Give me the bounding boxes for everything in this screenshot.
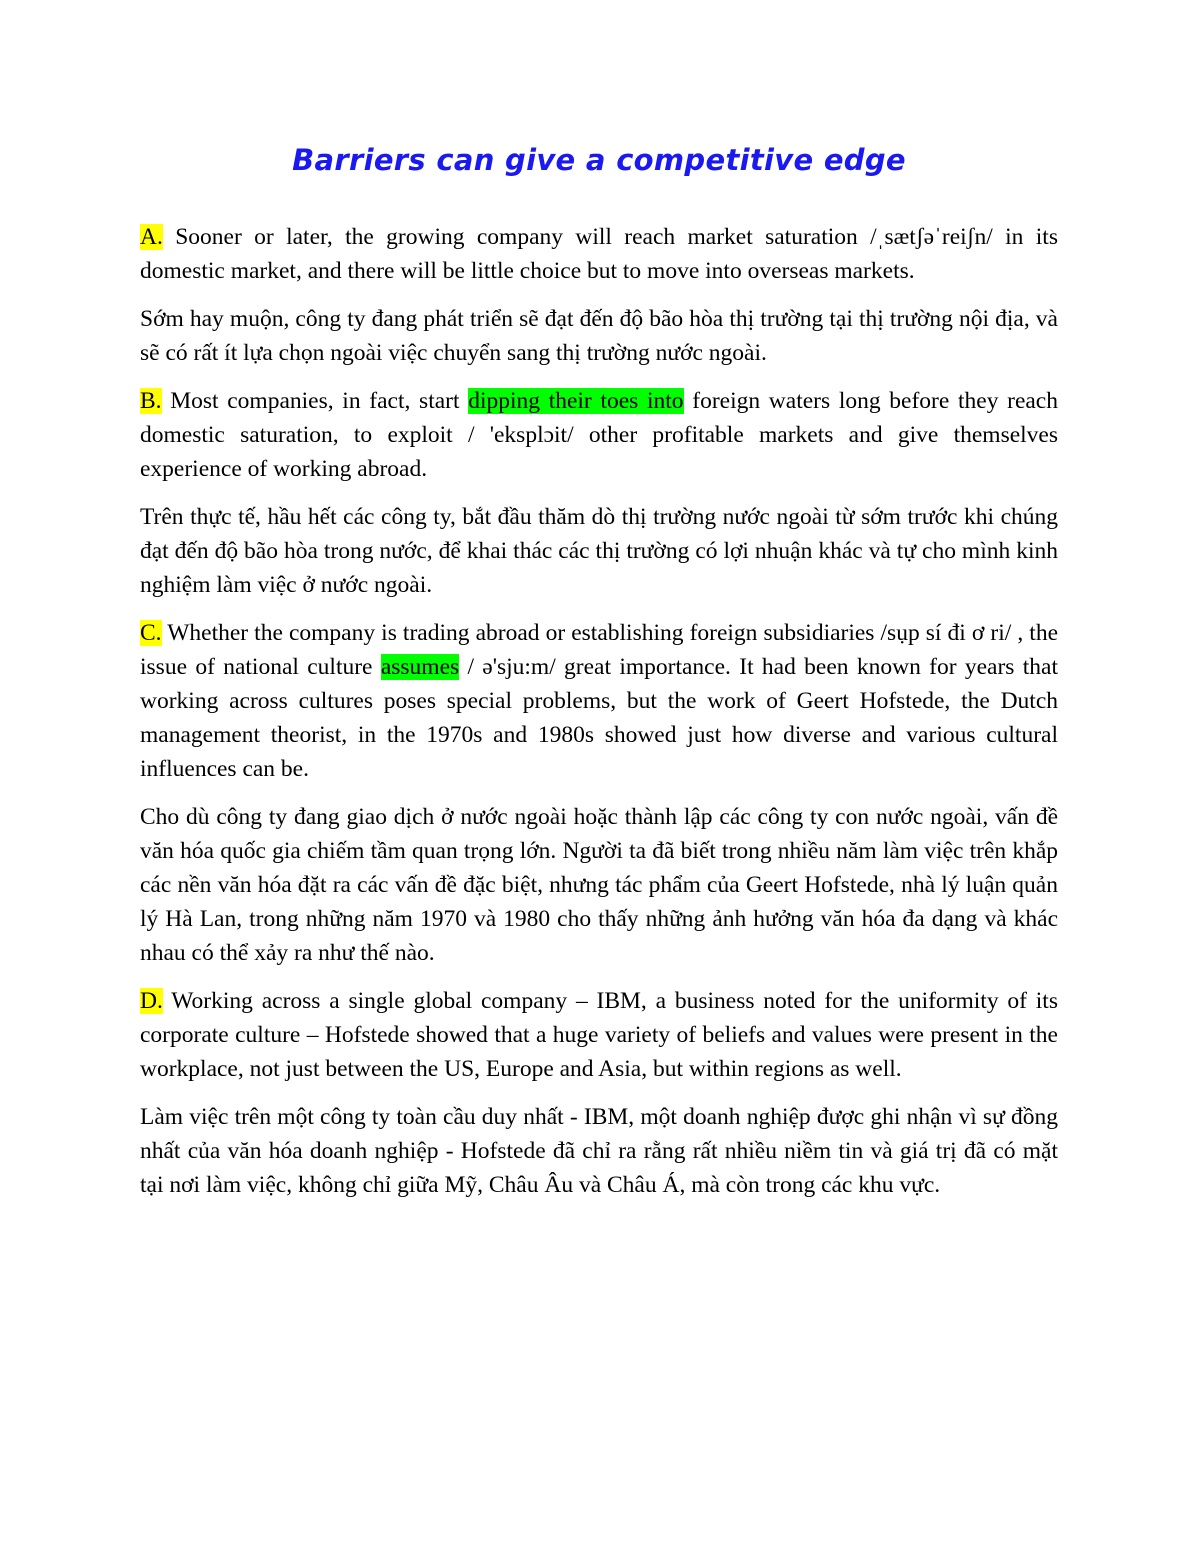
section-d-english-text: Working across a single global company – IBM, a business noted for the uniformity of its corporate culture – Hofstede showed that a huge variety of beliefs and values were present in the workplace, not just between the US, Europe and Asia, but within regions as well.	[140, 988, 1058, 1082]
section-a-marker: A.	[140, 224, 163, 250]
section-b-english	[140, 384, 1058, 486]
section-b-marker: B.	[140, 388, 162, 414]
section-d-marker: D.	[140, 988, 163, 1014]
section-b-english-pre: Most companies, in fact, start	[161, 388, 469, 414]
document-title: Barriers can give a competitive edge	[292, 143, 906, 177]
section-b-vietnamese: Trên thực tế, hầu hết các công ty, bắt đầu thăm dò thị trường nước ngoài từ sớm trước khi chúng đạt đến độ bão hòa trong nước, để khai thác các thị trường có lợi nhuận khác và tự cho mình kinh nghiệm làm việc ở nước ngoài.	[140, 504, 1058, 598]
section-a-english-text: Sooner or later, the growing company will reach market saturation /ˌsætʃəˈreiʃn/ in its domestic market, and there will be little choice but to move into overseas markets.	[140, 224, 1058, 284]
section-d-english	[140, 984, 1058, 1086]
section-d-vietnamese: Làm việc trên một công ty toàn cầu duy nhất - IBM, một doanh nghiệp được ghi nhận vì sự đồng nhất của văn hóa doanh nghiệp - Hofstede đã chỉ ra rằng rất nhiều niềm tin và giá trị đã có mặt tại nơi làm việc, không chỉ giữa Mỹ, Châu Âu và Châu Á, mà còn trong các khu vực.	[140, 1104, 1058, 1198]
section-a-english	[140, 220, 1058, 288]
section-c-english-pre: Whether the company is trading abroad or establishing foreign subsidiaries /sụp sí đi ơ ri/ , the issue of national culture	[140, 620, 1058, 680]
section-c-marker: C.	[140, 620, 162, 646]
document-page	[140, 140, 1058, 1216]
section-a-vietnamese: Sớm hay muộn, công ty đang phát triển sẽ đạt đến độ bão hòa thị trường tại thị trường nội địa, và sẽ có rất ít lựa chọn ngoài việc chuyển sang thị trường nước ngoài.	[140, 306, 1058, 366]
section-b-english-post: foreign waters long before they reach domestic saturation, to exploit / 'eksplɔit/ other profitable markets and give themselves experience of working abroad.	[140, 388, 1058, 482]
section-c-vietnamese: Cho dù công ty đang giao dịch ở nước ngoài hoặc thành lập các công ty con nước ngoài, vấn đề văn hóa quốc gia chiếm tầm quan trọng lớn. Người ta đã biết trong nhiều năm làm việc trên khắp các nền văn hóa đặt ra các vấn đề đặc biệt, nhưng tác phẩm của Geert Hofstede, nhà lý luận quản lý Hà Lan, trong những năm 1970 và 1980 cho thấy những ảnh hưởng văn hóa đa dạng và khác nhau có thể xảy ra như thế nào.	[140, 804, 1058, 966]
section-c-english	[140, 616, 1058, 786]
section-c-english-post: / ə'sju:m/ great importance. It had been known for years that working across cultures poses special problems, but the work of Geert Hofstede, the Dutch management theorist, in the 1970s and 1980s showed just how diverse and various cultural influences can be.	[140, 654, 1058, 782]
section-b-highlighted-phrase: dipping their toes into	[468, 388, 684, 414]
section-c-highlighted-word: assumes	[380, 654, 460, 680]
